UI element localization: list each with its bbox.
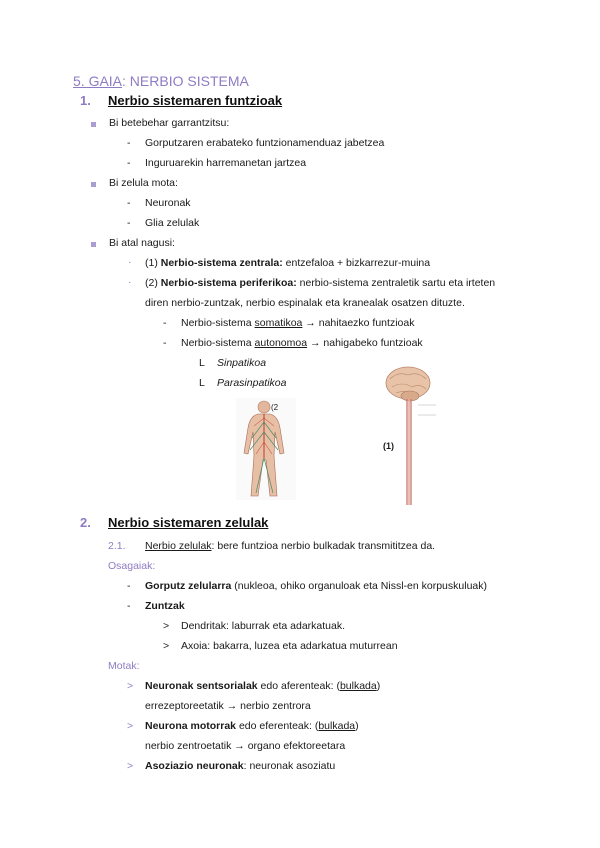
figure-label-1: (1)	[383, 441, 394, 451]
figure-label-2: (2	[271, 403, 279, 412]
osagaiak-label: Osagaiak:	[108, 560, 156, 572]
central-ns-line	[145, 257, 430, 269]
bullet2-item-1: Neuronak	[145, 197, 191, 209]
parasympathetic-item: Parasinpatikoa	[217, 377, 287, 389]
section1-heading: Nerbio sistemaren funtzioak	[108, 93, 283, 108]
dash-marker: -	[163, 317, 167, 329]
component-cell-body	[145, 580, 487, 592]
motak-label: Motak:	[108, 660, 140, 672]
bullet-square-icon	[91, 182, 96, 187]
peripheral-nervous-system-illustration	[236, 398, 296, 500]
bullet1-item-1: Gorputzaren erabateko funtzionamenduaz jabetzea	[145, 137, 385, 149]
component-fibers: Zuntzak	[145, 600, 185, 612]
type-association	[145, 760, 335, 772]
fiber-dendrites: Dendritak: laburrak eta adarkatuak.	[181, 620, 346, 632]
section1-number: 1.	[80, 93, 91, 108]
sympathetic-item: Sinpatikoa	[217, 357, 267, 369]
type2-close: )	[355, 720, 359, 732]
type1-underlined: bulkada	[339, 680, 377, 692]
periph-prefix: (2)	[145, 277, 161, 289]
type1-text: edo aferenteak: (	[257, 680, 340, 692]
dot-marker: ·	[128, 256, 132, 268]
component1-bold: Gorputz zelularra	[145, 580, 232, 592]
bullet2-item-2: Glia zelulak	[145, 217, 200, 229]
type2-text: edo eferenteak: (	[236, 720, 319, 732]
type2-underlined: bulkada	[318, 720, 356, 732]
auto-post: → nahigabeko funtzioak	[307, 337, 423, 349]
type1-close: )	[376, 680, 381, 692]
sub-marker: L	[199, 377, 205, 389]
somatic-post: → nahitaezko funtzioak	[302, 317, 415, 329]
section2-heading: Nerbio sistemaren zelulak	[108, 515, 269, 530]
bullet3-label: Bi atal nagusi:	[109, 237, 175, 249]
gt-marker: >	[127, 680, 134, 692]
dash-marker: -	[127, 600, 131, 612]
title-rest: : NERBIO SISTEMA	[122, 73, 249, 89]
section2-number: 2.	[80, 515, 91, 530]
dash-marker: -	[127, 157, 131, 169]
peripheral-ns-line	[145, 277, 495, 289]
type2-bold: Neurona motorrak	[145, 720, 237, 732]
component1-text: (nukleoa, ohiko organuloak eta Nissl-en korpuskuluak)	[231, 580, 487, 592]
periph-bold: Nerbio-sistema periferikoa:	[160, 277, 297, 289]
dash-marker: -	[163, 337, 167, 349]
periph-text-1: nerbio-sistema zentraletik sartu eta irteten	[296, 277, 496, 289]
bullet1-label: Bi betebehar garrantzitsu:	[109, 117, 230, 129]
gt-marker: >	[163, 620, 170, 632]
sub-marker: L	[199, 357, 205, 369]
dash-marker: -	[127, 137, 131, 149]
title-prefix: 5. GAIA	[73, 73, 123, 89]
central-nervous-system-illustration	[378, 365, 438, 505]
type-motor-line2: nerbio zentroetatik → organo efektoreetara	[145, 740, 346, 752]
type-sensory-line2: errezeptoreetatik → nerbio zentrora	[145, 700, 311, 712]
type-motor	[145, 720, 359, 732]
bullet-square-icon	[91, 242, 96, 247]
bullet2-label: Bi zelula mota:	[109, 177, 178, 189]
gt-marker: >	[127, 720, 134, 732]
dash-marker: -	[127, 217, 131, 229]
type-sensory	[145, 680, 380, 692]
page-title	[73, 73, 249, 89]
type1-bold: Neuronak sentsorialak	[145, 680, 258, 692]
bullet1-item-2: Inguruarekin harremanetan jartzea	[145, 157, 307, 169]
auto-pre: Nerbio-sistema	[181, 337, 255, 349]
dash-marker: -	[127, 197, 131, 209]
subsection-number: 2.1.	[108, 540, 126, 552]
gt-marker: >	[127, 760, 134, 772]
autonomic-line	[181, 337, 423, 349]
dot-marker: ·	[128, 276, 132, 288]
type3-text: : neuronak asoziatu	[243, 760, 336, 772]
subsection-line	[145, 540, 435, 552]
fiber-axon: Axoia: bakarra, luzea eta adarkatua muturrean	[181, 640, 398, 652]
dash-marker: -	[127, 580, 131, 592]
central-text: entzefaloa + bizkarrezur-muina	[282, 257, 431, 269]
auto-underlined: autonomoa	[254, 337, 308, 349]
peripheral-ns-line-2: diren nerbio-zuntzak, nerbio espinalak eta kranealak osatzen dituzte.	[145, 297, 465, 309]
bullet-square-icon	[91, 122, 96, 127]
somatic-underlined: somatikoa	[254, 317, 303, 329]
somatic-line	[181, 317, 414, 329]
gt-marker: >	[163, 640, 170, 652]
type3-bold: Asoziazio neuronak	[145, 760, 244, 772]
somatic-pre: Nerbio-sistema	[181, 317, 255, 329]
central-prefix: (1)	[145, 257, 161, 269]
subsection-underlined: Nerbio zelulak	[145, 540, 212, 552]
central-bold: Nerbio-sistema zentrala:	[160, 257, 283, 269]
subsection-text: : bere funtzioa nerbio bulkadak transmititzea da.	[211, 540, 436, 552]
